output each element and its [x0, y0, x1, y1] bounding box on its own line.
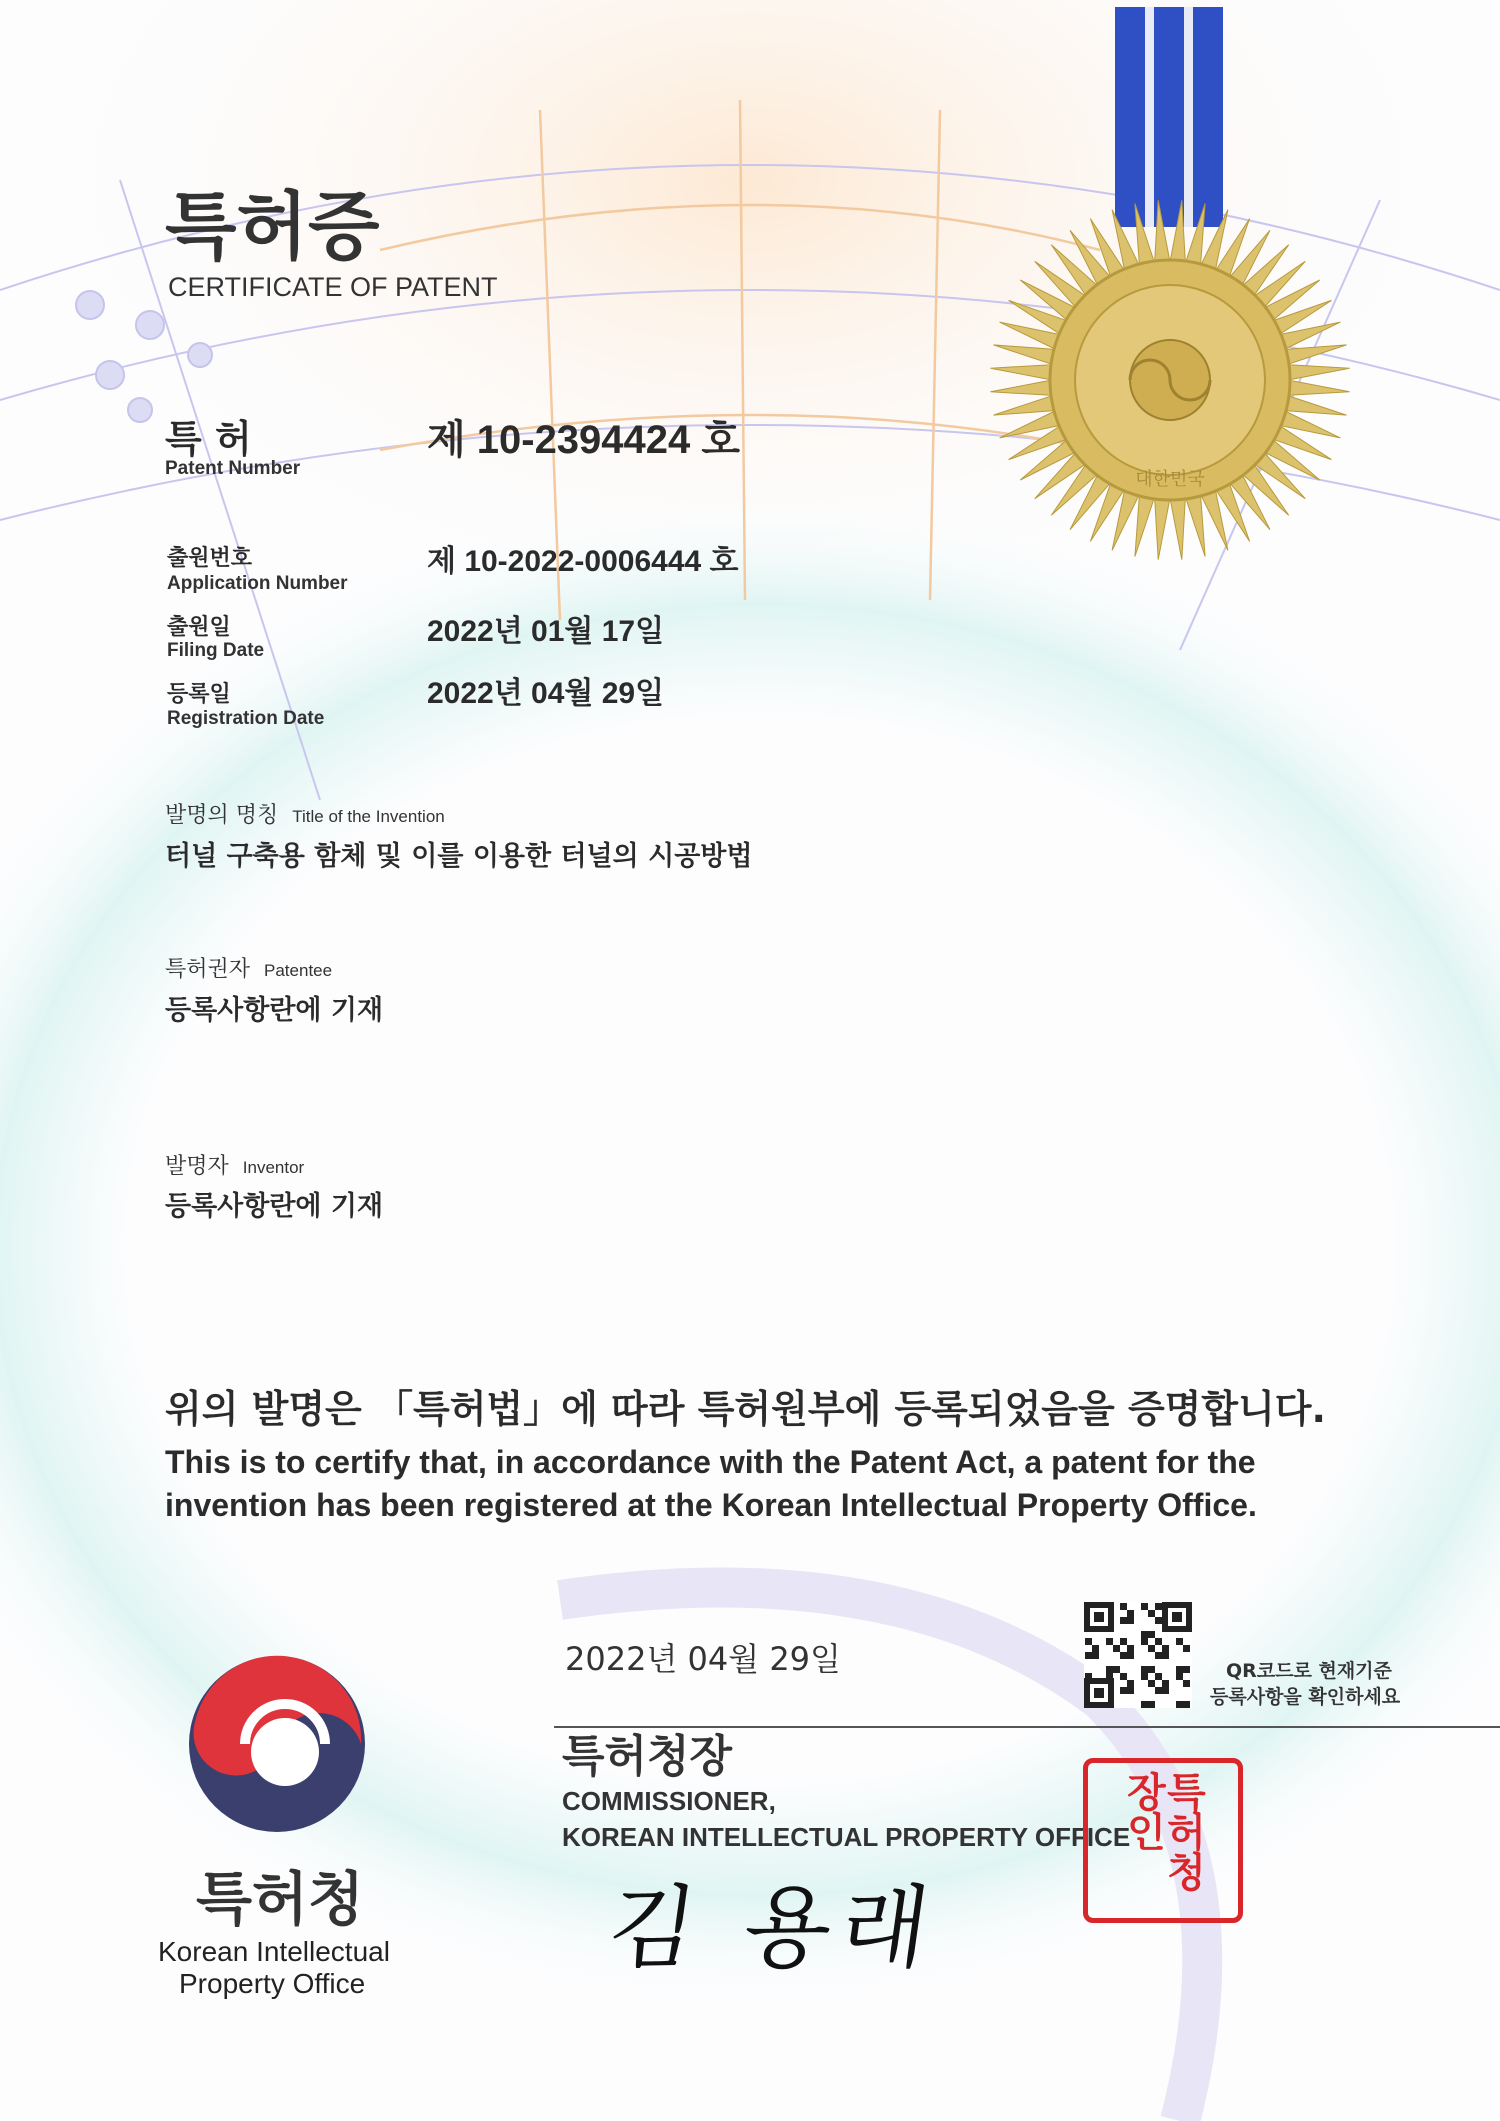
kipo-logo-icon [185, 1652, 369, 1836]
signature: 김 용래 [601, 1876, 946, 1981]
qr-code[interactable] [1084, 1602, 1192, 1708]
office-name-en1: Korean Intellectual [158, 1936, 390, 1967]
filing-date-label-en: Filing Date [167, 640, 265, 661]
gold-seal-icon [985, 195, 1355, 565]
official-seal-stamp: 특허청장인 [1083, 1758, 1243, 1923]
patent-number-label-en: Patent Number [165, 458, 301, 479]
registration-date-value: 2022년 04월 29일 [427, 677, 665, 710]
inventor-label: 발명자 Inventor [165, 1154, 305, 1179]
office-name-ko: 특허청 [196, 1865, 365, 1933]
ribbon [1115, 7, 1223, 227]
issue-date: 2022년 04월 29일 [565, 1640, 841, 1678]
statement-en-line2: invention has been registered at the Korean Intellectual Property Office. [165, 1487, 1257, 1523]
patent-number-label-ko: 특 허 [165, 417, 252, 461]
gold-seal-text: 대한민국 [1135, 469, 1205, 490]
commissioner-ko: 특허청장 [562, 1731, 733, 1782]
invention-title-value: 터널 구축용 함체 및 이를 이용한 터널의 시공방법 [165, 841, 753, 872]
title-ko: 특허증 [165, 184, 380, 270]
invention-title-label: 발명의 명칭 Title of the Invention [165, 803, 445, 828]
title-en: CERTIFICATE OF PATENT [168, 272, 498, 302]
patentee-label: 특허권자 Patentee [165, 957, 333, 982]
application-number-value: 제 10-2022-0006444 호 [427, 545, 739, 578]
application-number-label-en: Application Number [167, 573, 348, 594]
commissioner-en2: KOREAN INTELLECTUAL PROPERTY OFFICE [562, 1822, 1131, 1852]
patent-number-value: 제 10-2394424 호 [427, 418, 741, 462]
qr-caption-line2: 등록사항을 확인하세요 [1210, 1686, 1401, 1708]
commissioner-en1: COMMISSIONER, [562, 1786, 776, 1816]
filing-date-value: 2022년 01월 17일 [427, 615, 665, 648]
qr-caption-line1: QR코드로 현재기준 [1226, 1660, 1392, 1682]
application-number-label-ko: 출원번호 [167, 546, 253, 571]
registration-date-label-ko: 등록일 [167, 682, 231, 707]
patentee-value: 등록사항란에 기재 [165, 995, 384, 1026]
inventor-value: 등록사항란에 기재 [165, 1191, 384, 1222]
statement-en-line1: This is to certify that, in accordance with the Patent Act, a patent for the [165, 1444, 1256, 1480]
filing-date-label-ko: 출원일 [167, 615, 231, 640]
office-name-en2: Property Office [179, 1968, 366, 1999]
registration-date-label-en: Registration Date [167, 708, 325, 729]
statement-ko: 위의 발명은 「특허법」에 따라 특허원부에 등록되었음을 증명합니다. [165, 1387, 1326, 1431]
